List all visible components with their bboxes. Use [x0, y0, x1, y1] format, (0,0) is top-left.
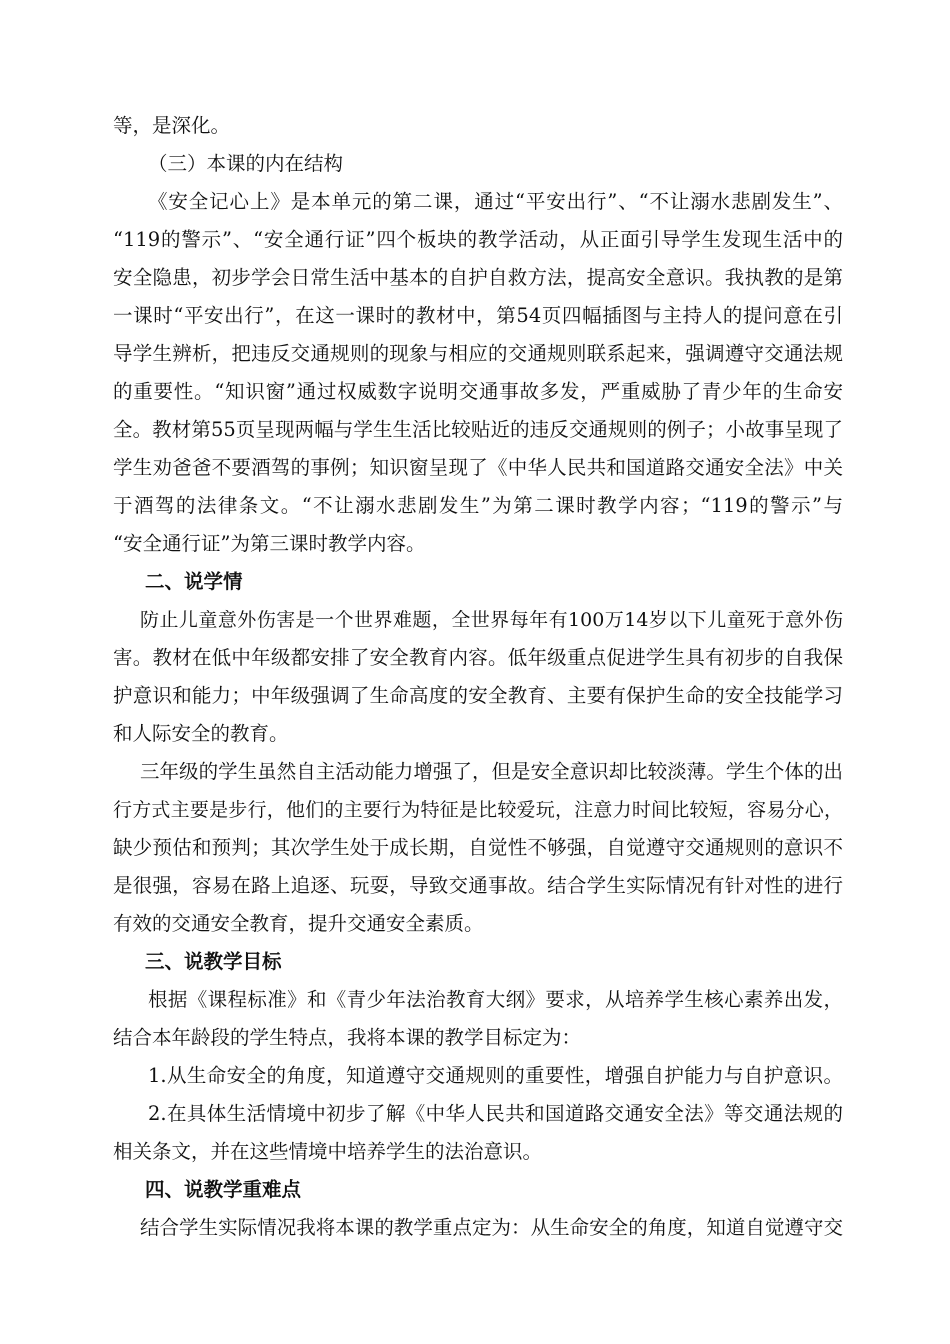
text-line: 《安全记心上》是本单元的第二课，通过“平安出行”、“不让溺水悲剧发生”、: [148, 190, 843, 213]
text-line: 行方式主要是步行，他们的主要行为特征是比较爱玩，注意力时间比较短，容易分心，: [113, 799, 843, 821]
text-line: 安全隐患，初步学会日常生活中基本的自护自救方法，提高安全意识。我执教的是第: [113, 266, 843, 289]
section-subheading: （三）本课的内在结构: [148, 152, 344, 175]
text-line: 结合学生实际情况我将本课的教学重点定为：从生命安全的角度，知道自觉遵守交: [140, 1216, 843, 1239]
text-line: 害。教材在低中年级都安排了安全教育内容。低年级重点促进学生具有初步的自我保: [113, 646, 843, 669]
text-line: 有效的交通安全教育，提升交通安全素质。: [113, 912, 484, 935]
text-line: 相关条文，并在这些情境中培养学生的法治意识。: [113, 1140, 543, 1163]
text-line: 2.在具体生活情境中初步了解《中华人民共和国道路交通安全法》等交通法规的: [148, 1102, 843, 1125]
text-line: 缺少预估和预判；其次学生处于成长期，自觉性不够强，自觉遵守交通规则的意识不: [113, 836, 843, 859]
text-line: 是很强，容易在路上追逐、玩耍，导致交通事故。结合学生实际情况有针对性的进行: [113, 874, 843, 897]
section-heading: 二、说学情: [145, 570, 243, 593]
text-line: 导学生辨析，把违反交通规则的现象与相应的交通规则联系起来，强调遵守交通法规: [113, 342, 843, 365]
section-heading: 三、说教学目标: [145, 950, 282, 973]
text-line: 和人际安全的教育。: [113, 722, 289, 745]
text-line: 根据《课程标准》和《青少年法治教育大纲》要求，从培养学生核心素养出发，: [148, 988, 843, 1011]
text-line: “119的警示”、“安全通行证”四个板块的教学活动，从正面引导学生发现生活中的: [113, 228, 843, 251]
text-line: 于酒驾的法律条文。“不让溺水悲剧发生”为第二课时教学内容；“119的警示”与: [113, 494, 843, 517]
text-line: 的重要性。“知识窗”通过权威数字说明交通事故多发，严重威胁了青少年的生命安: [113, 380, 843, 403]
text-line: 防止儿童意外伤害是一个世界难题，全世界每年有100万14岁以下儿童死于意外伤: [140, 609, 843, 631]
text-line: “安全通行证”为第三课时教学内容。: [113, 532, 426, 555]
text-line: 结合本年龄段的学生特点，我将本课的教学目标定为：: [113, 1026, 582, 1049]
text-line: 护意识和能力；中年级强调了生命高度的安全教育、主要有保护生命的安全技能学习: [113, 684, 843, 707]
text-line: 学生劝爸爸不要酒驾的事例；知识窗呈现了《中华人民共和国道路交通安全法》中关: [113, 456, 843, 479]
text-line: 等，是深化。: [113, 114, 231, 137]
section-heading: 四、说教学重难点: [145, 1178, 302, 1201]
text-line: 一课时“平安出行”，在这一课时的教材中，第54页四幅插图与主持人的提问意在引: [113, 304, 843, 327]
text-line: 1.从生命安全的角度，知道遵守交通规则的重要性，增强自护能力与自护意识。: [148, 1064, 843, 1087]
text-line: 全。教材第55页呈现两幅与学生生活比较贴近的违反交通规则的例子；小故事呈现了: [113, 418, 843, 441]
text-line: 三年级的学生虽然自主活动能力增强了，但是安全意识却比较淡薄。学生个体的出: [140, 760, 843, 783]
